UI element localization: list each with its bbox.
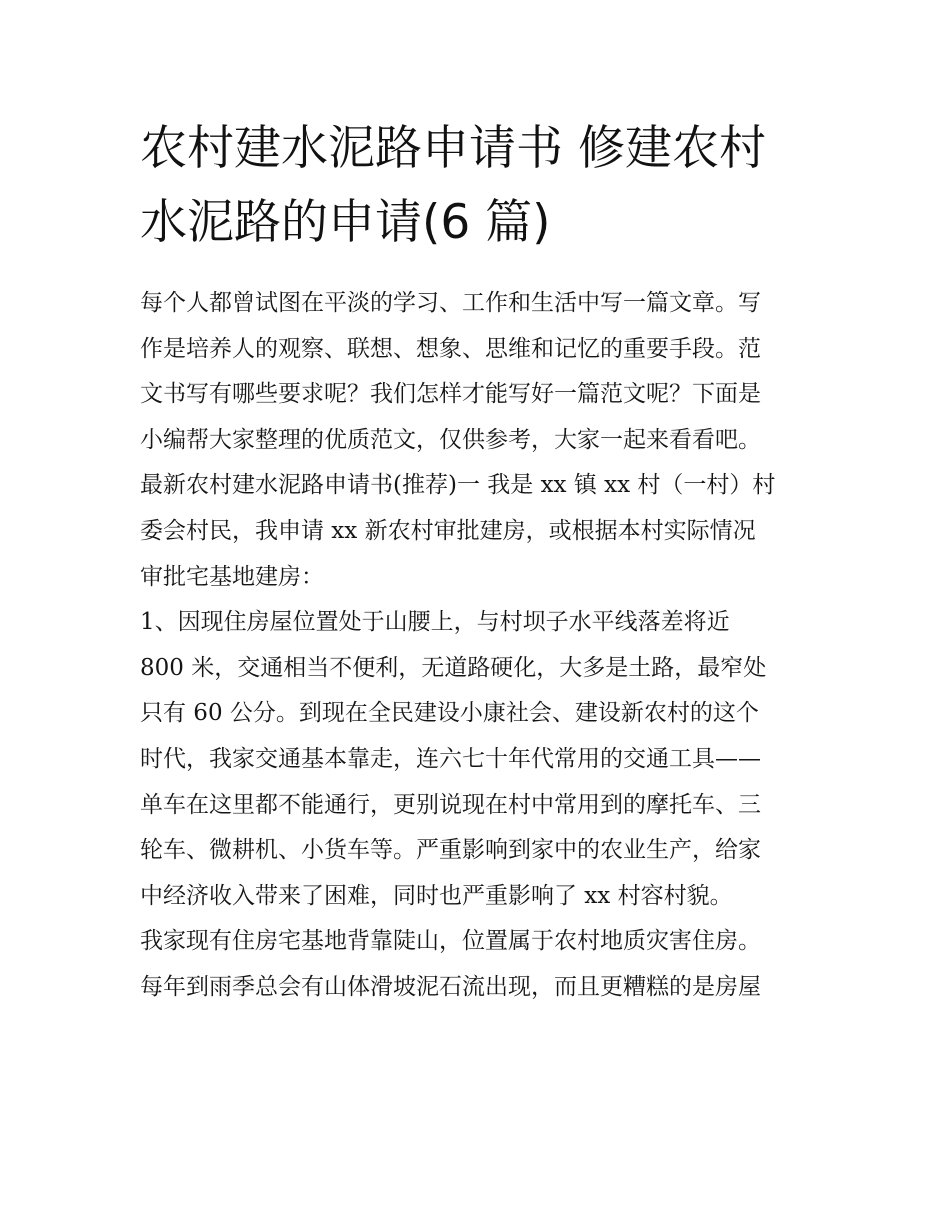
- document-body: [140, 281, 820, 1011]
- body-line: 文书写有哪些要求呢？我们怎样才能写好一篇范文呢？下面是: [140, 381, 761, 408]
- body-line: 只有 60 公分。到现在全民建设小康社会、建设新农村的这个: [140, 700, 759, 727]
- body-line: 委会村民，我申请 xx 新农村审批建房，或根据本村实际情况: [140, 517, 756, 544]
- body-line: 我家现有住房宅基地背靠陡山，位置属于农村地质灾害住房。: [140, 928, 761, 955]
- body-line: 轮车、微耕机、小货车等。严重影响到家中的农业生产，给家: [140, 837, 761, 864]
- body-line: 审批宅基地建房：: [140, 563, 324, 590]
- body-line: 小编帮大家整理的优质范文，仅供参考，大家一起来看看吧。: [140, 426, 761, 453]
- body-line: 每个人都曾试图在平淡的学习、工作和生活中写一篇文章。写: [140, 290, 761, 316]
- body-line: 中经济收入带来了困难，同时也严重影响了 xx 村容村貌。: [140, 882, 733, 909]
- title-line-2: 水泥路的申请(6 篇): [140, 195, 551, 250]
- document-title: [140, 112, 830, 260]
- body-line: 时代，我家交通基本靠走，连六七十年代常用的交通工具——: [140, 745, 761, 772]
- title-line-1: 农村建水泥路申请书 修建农村: [140, 121, 766, 176]
- body-line: 1、因现住房屋位置处于山腰上，与村坝子水平线落差将近: [140, 609, 730, 636]
- body-line: 作是培养人的观察、联想、想象、思维和记忆的重要手段。范: [140, 335, 761, 362]
- body-line: 800 米，交通相当不便利，无道路硬化，大多是土路，最窄处: [140, 654, 767, 681]
- body-line: 单车在这里都不能通行，更别说现在村中常用到的摩托车、三: [140, 791, 761, 818]
- body-line: 最新农村建水泥路申请书(推荐)一 我是 xx 镇 xx 村（一村）村: [140, 472, 776, 499]
- body-line: 每年到雨季总会有山体滑坡泥石流出现，而且更糟糕的是房屋: [140, 973, 761, 1000]
